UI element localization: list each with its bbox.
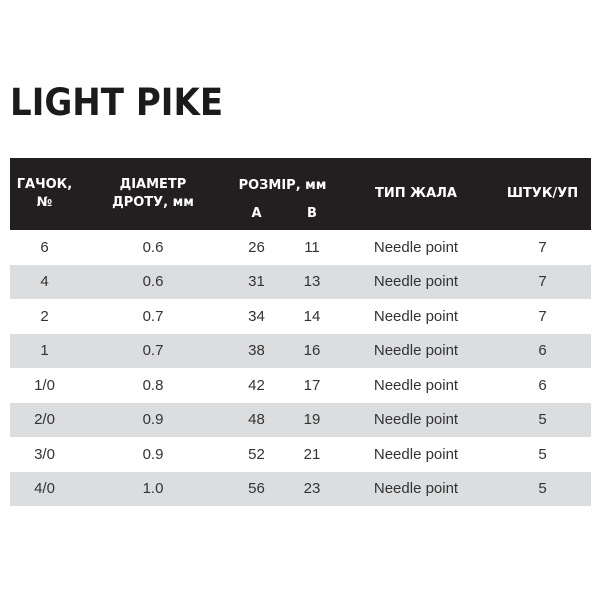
cell-size-a: 34 — [227, 299, 286, 334]
cell-point-type: Needle point — [338, 299, 494, 334]
cell-per-pack: 5 — [494, 403, 591, 438]
cell-per-pack: 7 — [494, 299, 591, 334]
cell-per-pack: 6 — [494, 334, 591, 369]
cell-per-pack: 7 — [494, 230, 591, 265]
table-header — [10, 158, 591, 230]
cell-size-b: 16 — [286, 334, 338, 369]
cell-point-type: Needle point — [338, 334, 494, 369]
table-row — [10, 230, 591, 265]
cell-point-type: Needle point — [338, 230, 494, 265]
cell-per-pack: 5 — [494, 472, 591, 507]
cell-size-b: 14 — [286, 299, 338, 334]
cell-per-pack: 7 — [494, 265, 591, 300]
cell-point-type: Needle point — [338, 437, 494, 472]
cell-diameter: 1.0 — [79, 472, 227, 507]
cell-point-type: Needle point — [338, 403, 494, 438]
cell-size-b: 13 — [286, 265, 338, 300]
header-size-a: A — [227, 197, 286, 230]
cell-hook: 4 — [10, 265, 79, 300]
cell-size-b: 21 — [286, 437, 338, 472]
table-row — [10, 368, 591, 403]
cell-diameter: 0.7 — [79, 334, 227, 369]
page-title: LIGHT PIKE — [10, 81, 224, 124]
specification-table — [10, 158, 591, 506]
cell-diameter: 0.6 — [79, 265, 227, 300]
cell-hook: 4/0 — [10, 472, 79, 507]
cell-per-pack: 6 — [494, 368, 591, 403]
cell-size-a: 42 — [227, 368, 286, 403]
cell-hook: 6 — [10, 230, 79, 265]
table-row — [10, 265, 591, 300]
cell-diameter: 0.9 — [79, 403, 227, 438]
cell-hook: 2/0 — [10, 403, 79, 438]
table-row — [10, 472, 591, 507]
table-body — [10, 230, 591, 506]
cell-size-a: 52 — [227, 437, 286, 472]
cell-size-a: 56 — [227, 472, 286, 507]
cell-hook: 1 — [10, 334, 79, 369]
header-per-pack: ШТУК/УП — [494, 158, 591, 230]
cell-size-b: 23 — [286, 472, 338, 507]
header-diameter-line1: ДІАМЕТР — [119, 177, 187, 192]
cell-diameter: 0.9 — [79, 437, 227, 472]
cell-hook: 2 — [10, 299, 79, 334]
header-diameter — [79, 158, 227, 230]
header-diameter-line2: ДРОТУ, мм — [112, 195, 194, 210]
cell-diameter: 0.7 — [79, 299, 227, 334]
header-size-b: B — [286, 197, 338, 230]
cell-diameter: 0.8 — [79, 368, 227, 403]
cell-point-type: Needle point — [338, 265, 494, 300]
cell-hook: 1/0 — [10, 368, 79, 403]
table-row — [10, 299, 591, 334]
cell-point-type: Needle point — [338, 472, 494, 507]
cell-size-a: 31 — [227, 265, 286, 300]
cell-size-a: 26 — [227, 230, 286, 265]
header-hook-line2: № — [36, 195, 53, 210]
header-size: РОЗМІР, мм — [227, 158, 338, 197]
cell-point-type: Needle point — [338, 368, 494, 403]
cell-hook: 3/0 — [10, 437, 79, 472]
header-hook — [10, 158, 79, 230]
cell-size-b: 11 — [286, 230, 338, 265]
header-hook-line1: ГАЧОК, — [16, 177, 73, 192]
cell-size-b: 19 — [286, 403, 338, 438]
cell-per-pack: 5 — [494, 437, 591, 472]
table-row — [10, 334, 591, 369]
cell-size-a: 48 — [227, 403, 286, 438]
cell-size-b: 17 — [286, 368, 338, 403]
table-row — [10, 403, 591, 438]
cell-diameter: 0.6 — [79, 230, 227, 265]
cell-size-a: 38 — [227, 334, 286, 369]
header-point-type: ТИП ЖАЛА — [338, 158, 494, 230]
table-row — [10, 437, 591, 472]
